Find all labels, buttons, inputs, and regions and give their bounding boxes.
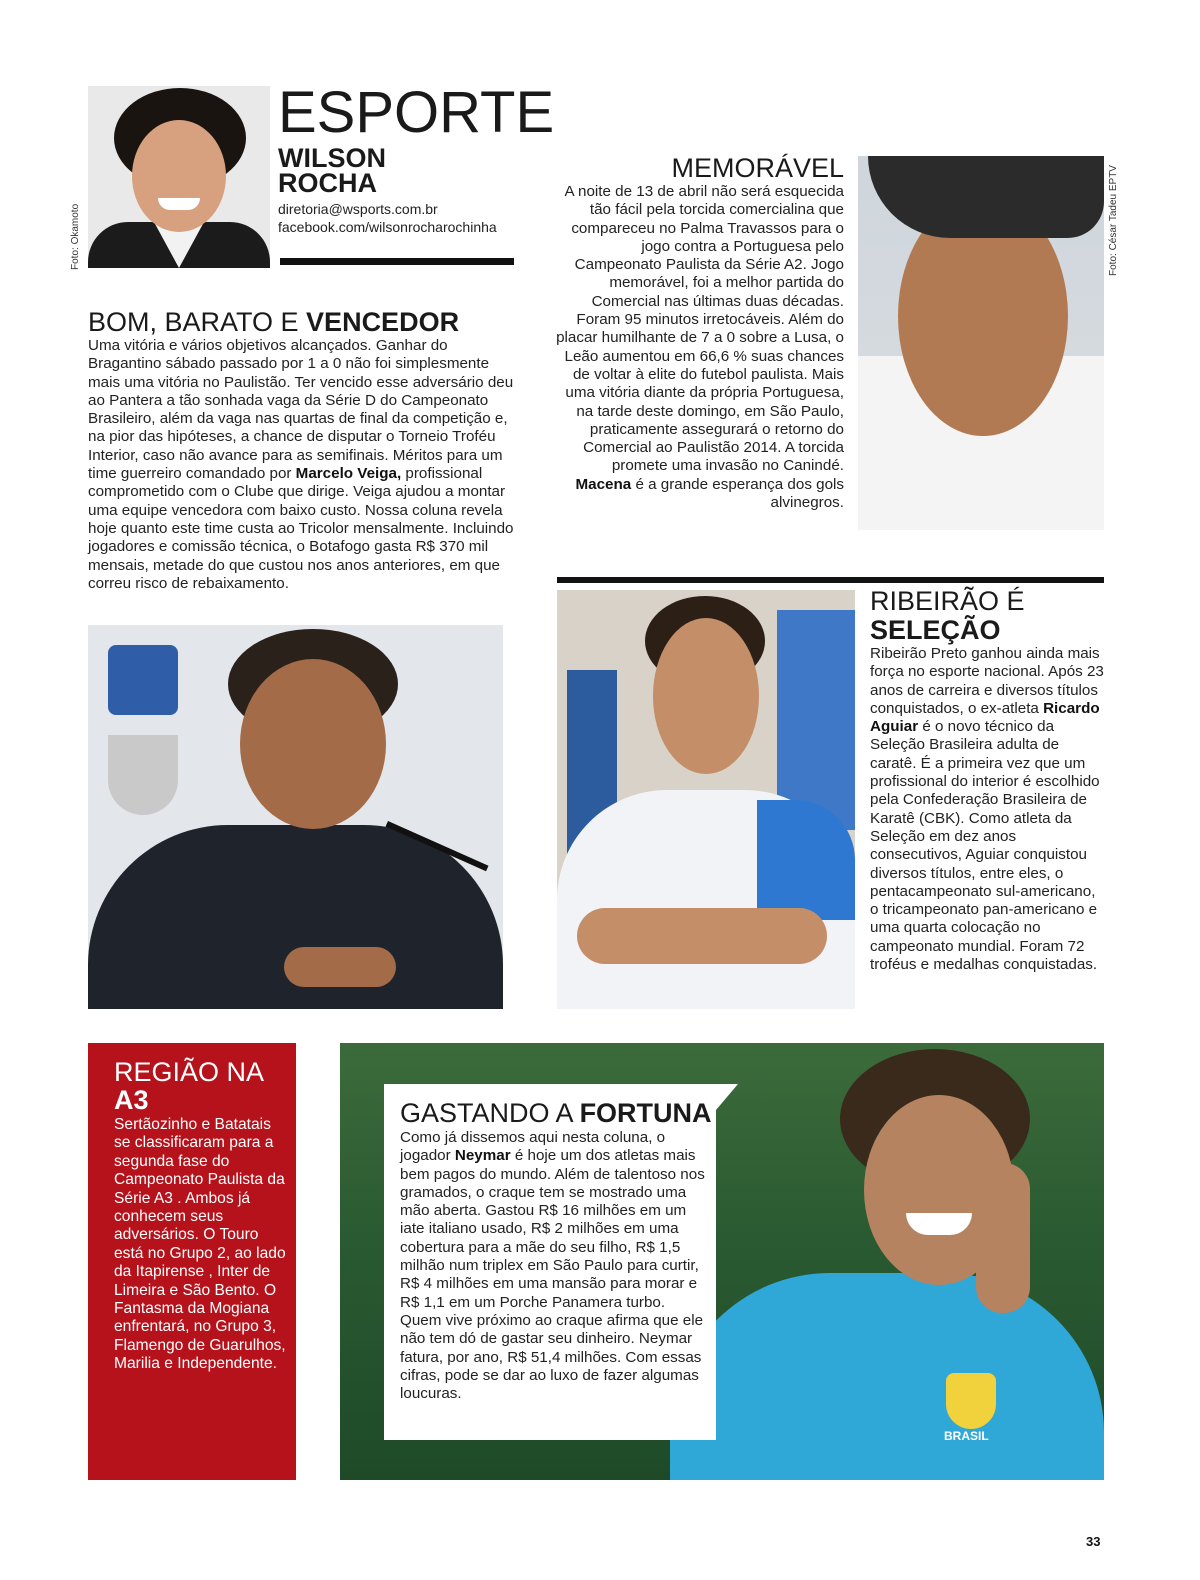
- coach-photo: [88, 625, 503, 1009]
- author-contact: [278, 200, 497, 236]
- article-body-ribeirao: Ribeirão Preto ganhou ainda mais força no esporte nacional. Após 23 anos de carreira e diversos títulos conquistados, o ex-atleta Ricardo Aguiar é o novo técnico da Seleção Brasileira adulta de caratê. É a primeira vez que um profissional do interior é escolhido pela Confederação Brasileira de Karatê (CBK). Como atleta da Seleção em dez anos consecutivos, Aguiar conquistou diversos títulos, entre eles, o pentacampeonato sul-americano, o tricampeonato pan-americano e uma quarta colocação no campeonato mundial. Foram 72 troféus e medalhas conquistadas.: [870, 645, 1104, 974]
- section-title: ESPORTE: [278, 80, 555, 145]
- author-name: WILSON ROCHA: [278, 143, 386, 198]
- article-body-gastando: Como já dissemos aqui nesta coluna, o jogador Neymar é hoje um dos atletas mais bem pagos do mundo. Além de talentoso nos gramados, o craque tem se mostrado uma mão aberta. Gastou R$ 16 milhões em um iate italiano usado, R$ 2 milhões em uma cobertura para a mãe do seu filho, R$ 1,5 milhão num triplex em São Paulo para curtir, R$ 4 milhões em uma mansão para morar e R$ 1,1 em um Porche Panamera turbo. Quem vive próximo ao craque afirma que ele não tem dó de gastar seu dinheiro. Neymar fatura, por ano, R$ 51,4 milhões. Com essas cifras, pode se dar ao luxo de fazer algumas loucuras.: [400, 1129, 705, 1403]
- article-title-bom: BOM, BARATO E VENCEDOR: [88, 307, 460, 337]
- article-title-ribeirao: RIBEIRÃO É SELEÇÃO: [870, 586, 1025, 645]
- photo-credit: Foto: Okamoto: [70, 203, 81, 270]
- article-title-regiao: REGIÃO NA A3: [114, 1057, 263, 1115]
- article-title-gastando: GASTANDO A FORTUNA: [400, 1098, 712, 1128]
- author-email[interactable]: diretoria@wsports.com.br: [278, 201, 438, 217]
- article-body-bom: Uma vitória e vários objetivos alcançados. Ganhar do Bragantino sábado passado por 1 a 0 não foi simplesmente mais uma vitória no Paulistão. Ter vencido esse adversário deu ao Pantera a tão sonhada vaga da Série D do Campeonato Brasileiro, além da vaga nas quartas de final da competição e, na pior das hipóteses, a chance de disputar o Torneio Troféu Interior, caso não avance para as semifinais. Méritos para um time guerreiro comandado por Marcelo Veiga, profissional comprometido com o Clube que dirige. Veiga ajudou a montar uma equipe vencedora com baixo custo. Nossa coluna revela hoje quanto este time custa ao Tricolor mensalmente. Incluindo jogadores e comissão técnica, o Botafogo gasta R$ 370 mil mensais, metade do que custou nos anos anteriores, em que correu risco de rebaixamento.: [88, 337, 514, 592]
- article-body-regiao: Sertãozinho e Batatais se classificaram para a segunda fase do Campeonato Paulista da Série A3 . Ambos já conhecem seus adversários. O Touro está no Grupo 2, ao lado da Itapirense , Inter de Limeira e São Bento. O Fantasma da Mogiana enfrentará, no Grupo 3, Flamengo de Guarulhos, Marilia e Independente.: [114, 1116, 286, 1373]
- section-rule: [557, 577, 1104, 583]
- article-title-memoravel: MEMORÁVEL: [671, 153, 844, 183]
- author-photo: [88, 86, 270, 268]
- article-body-memoravel: A noite de 13 de abril não será esquecida tão fácil pela torcida comercialina que compareceu no Palma Travassos para o jogo contra a Portuguesa pelo Campeonato Paulista da Série A2. Jogo memorável, foi a melhor partida do Comercial nas últimas duas décadas. Foram 95 minutos irretocáveis. Além do placar humilhante de 7 a 0 sobre a Lusa, o Leão aumentou em 66,6 % suas chances de voltar à elite do futebol paulista. Mais uma vitória diante da própria Portuguesa, na tarde deste domingo, em São Paulo, praticamente assegurará o retorno do Comercial ao Paulistão 2014. A torcida promete uma invasão no Canindé. Macena é a grande esperança dos gols alvinegros.: [556, 183, 844, 512]
- player-photo: [858, 156, 1104, 530]
- jersey-text: BRASIL: [944, 1429, 989, 1443]
- coach-karate-photo: [557, 590, 855, 1009]
- author-facebook[interactable]: facebook.com/wilsonrocharochinha: [278, 219, 497, 235]
- photo-credit: Foto: César Tadeu EPTV: [1108, 165, 1119, 276]
- page-number: 33: [1086, 1534, 1101, 1549]
- header-rule: [280, 258, 514, 265]
- panel-corner-arrow: [716, 1084, 738, 1110]
